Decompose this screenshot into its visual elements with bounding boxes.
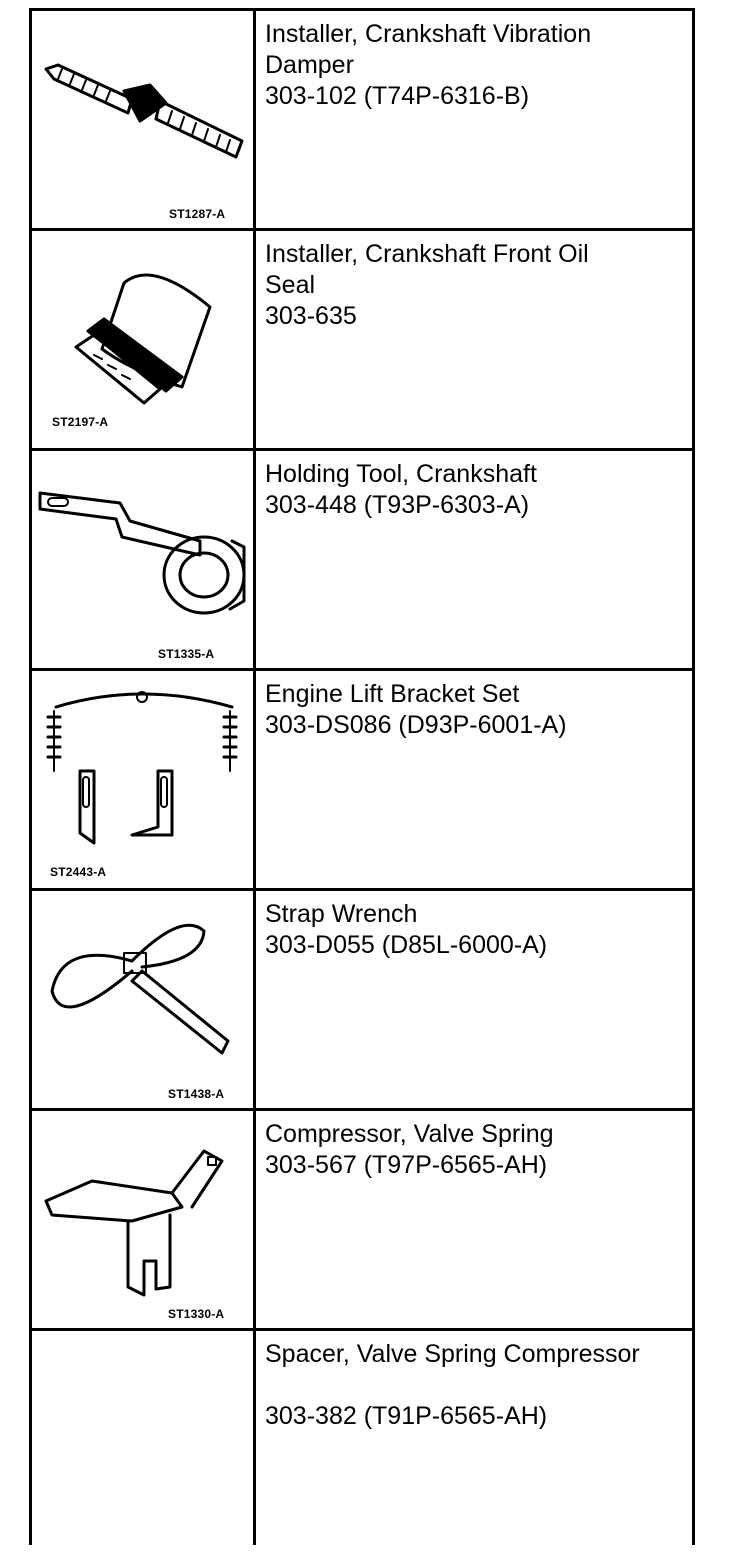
tool-name: Holding Tool, Crankshaft: [265, 460, 537, 488]
figure-label: ST1287-A: [169, 207, 226, 221]
figure-label: ST1438-A: [168, 1087, 225, 1101]
tool-number: 303-102 (T74P-6316-B): [265, 82, 530, 110]
table-row: [31, 890, 694, 1110]
tool-illustration-cell: [31, 1330, 255, 1545]
tool-illustration-cell: [31, 890, 255, 1110]
tool-description-cell: [255, 1110, 694, 1330]
tool-description-cell: [255, 230, 694, 450]
tool-number: 303-D055 (D85L-6000-A): [265, 931, 548, 959]
tool-number: 303-448 (T93P-6303-A): [265, 491, 530, 519]
figure-label: ST2197-A: [52, 415, 109, 429]
tool-illustration-cell: [31, 670, 255, 890]
tool-description-cell: [255, 10, 694, 230]
tool-description-cell: [255, 670, 694, 890]
table-row: [31, 230, 694, 450]
crankshaft-holding-tool-illustration: [32, 451, 253, 671]
figure-label: ST2443-A: [50, 865, 107, 879]
tool-name: Strap Wrench: [265, 900, 418, 928]
valve-spring-compressor-illustration: [32, 1111, 253, 1331]
strap-wrench-illustration: [32, 891, 253, 1111]
table-row: [31, 1330, 694, 1545]
tool-illustration-cell: [31, 450, 255, 670]
tool-illustration-cell: [31, 230, 255, 450]
tool-name: Compressor, Valve Spring: [265, 1120, 554, 1148]
table-row: [31, 1110, 694, 1330]
tool-description-cell: [255, 1330, 694, 1545]
table-row: [31, 450, 694, 670]
tool-name: Spacer, Valve Spring Compressor: [265, 1340, 640, 1368]
tool-illustration-cell: [31, 10, 255, 230]
tool-name: Installer, Crankshaft Vibration Damper: [265, 20, 592, 79]
lift-bracket-set-illustration: [32, 671, 253, 891]
tool-number: 303-DS086 (D93P-6001-A): [265, 711, 567, 739]
figure-label: ST1335-A: [158, 647, 215, 661]
tool-number: 303-382 (T91P-6565-AH): [265, 1402, 548, 1430]
tool-illustration-cell: [31, 1110, 255, 1330]
table-row: [31, 10, 694, 230]
tool-name: Installer, Crankshaft Front Oil Seal: [265, 240, 589, 299]
tool-description-cell: [255, 450, 694, 670]
tool-name: Engine Lift Bracket Set: [265, 680, 520, 708]
tool-number: 303-635: [265, 302, 357, 330]
tool-number: 303-567 (T97P-6565-AH): [265, 1151, 548, 1179]
table-row: [31, 670, 694, 890]
special-tools-table: [29, 8, 695, 1545]
figure-label: ST1330-A: [168, 1307, 225, 1321]
tool-description-cell: [255, 890, 694, 1110]
damper-installer-illustration: [32, 11, 253, 231]
